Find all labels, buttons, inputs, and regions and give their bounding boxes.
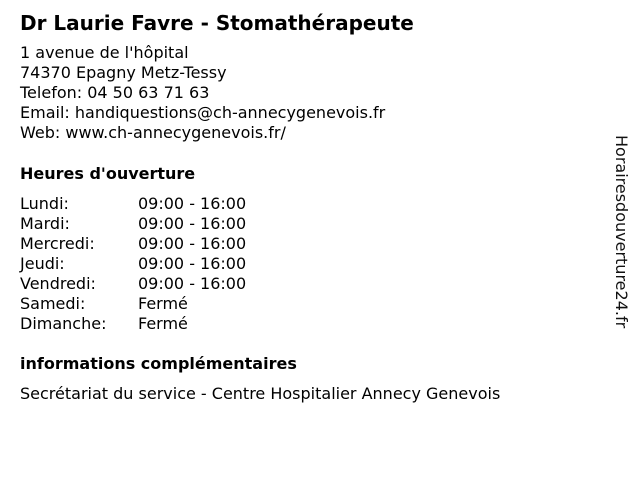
address-line-1: 1 avenue de l'hôpital — [20, 43, 189, 62]
additional-info-heading: informations complémentaires — [20, 354, 297, 373]
day-label: Mardi: — [20, 214, 70, 233]
time-value: 09:00 - 16:00 — [138, 214, 247, 233]
hours-row-monday — [20, 194, 246, 214]
hours-row-wednesday — [20, 234, 246, 254]
website-text: Web: www.ch-annecygenevois.fr/ — [20, 123, 286, 142]
hours-row-saturday — [20, 294, 246, 314]
time-value: 09:00 - 16:00 — [138, 274, 247, 293]
day-label: Lundi: — [20, 194, 69, 213]
time-value: Fermé — [138, 294, 188, 313]
contact-block — [20, 43, 385, 143]
day-label: Mercredi: — [20, 234, 95, 253]
page-title: Dr Laurie Favre - Stomathérapeute — [20, 11, 414, 35]
opening-hours-table — [20, 194, 246, 334]
time-value: 09:00 - 16:00 — [138, 234, 247, 253]
hours-row-tuesday — [20, 214, 246, 234]
hours-row-friday — [20, 274, 246, 294]
email-text: Email: handiquestions@ch-annecygenevois.fr — [20, 103, 386, 122]
day-label: Dimanche: — [20, 314, 107, 333]
time-value: 09:00 - 16:00 — [138, 194, 247, 213]
opening-hours-heading: Heures d'ouverture — [20, 164, 196, 183]
phone-text: Telefon: 04 50 63 71 63 — [20, 83, 210, 102]
address-line-2: 74370 Epagny Metz-Tessy — [20, 63, 227, 82]
time-value: 09:00 - 16:00 — [138, 254, 247, 273]
hours-row-sunday — [20, 314, 246, 334]
brand-watermark-text: Horairesdouverture24.fr — [612, 135, 631, 329]
time-value: Fermé — [138, 314, 188, 333]
hours-row-thursday — [20, 254, 246, 274]
additional-info-text: Secrétariat du service - Centre Hospitalier Annecy Genevois — [20, 384, 501, 403]
day-label: Vendredi: — [20, 274, 96, 293]
day-label: Jeudi: — [20, 254, 65, 273]
day-label: Samedi: — [20, 294, 86, 313]
